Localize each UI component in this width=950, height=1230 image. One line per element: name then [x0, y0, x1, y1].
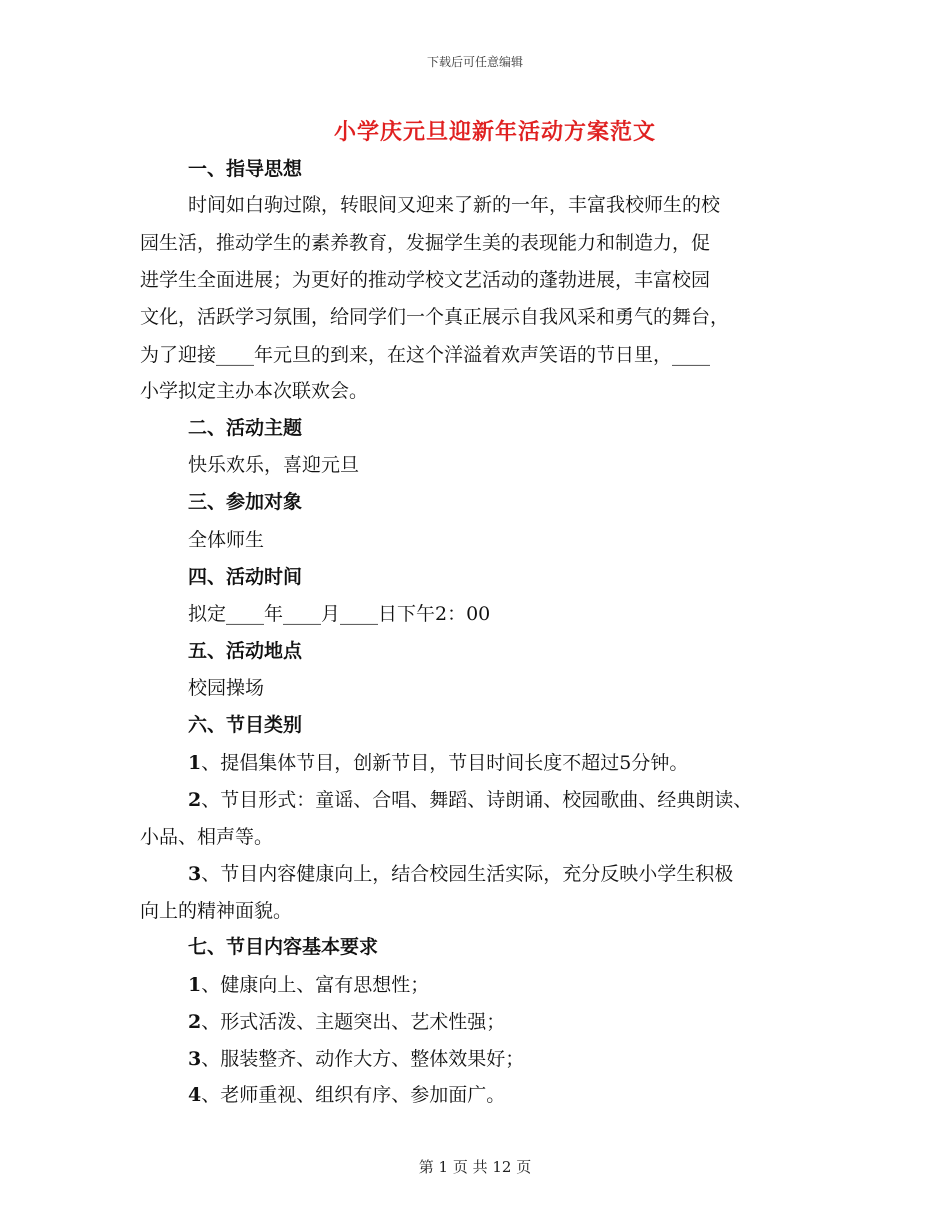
section-heading-theme: 二、活动主题 — [188, 417, 303, 439]
page-number-footer: 第 1 页 共 12 页 — [418, 1158, 532, 1176]
section-heading-program-categories: 六、节目类别 — [188, 714, 303, 736]
section-heading-time: 四、活动时间 — [188, 566, 303, 588]
section-heading-guiding-ideology: 一、指导思想 — [188, 158, 303, 180]
section-text-participants: 全体师生 — [188, 529, 265, 551]
paragraph-line: 为了迎接____年元旦的到来，在这个洋溢着欢声笑语的节日里，____ — [140, 344, 711, 366]
list-item-continuation: 向上的精神面貌。 — [140, 900, 293, 922]
list-item: 4、老师重视、组织有序、参加面广。 — [188, 1084, 506, 1106]
section-heading-participants: 三、参加对象 — [188, 491, 303, 513]
list-item: 2、节目形式：童谣、合唱、舞蹈、诗朗诵、校园歌曲、经典朗读、 — [188, 789, 753, 811]
section-heading-requirements: 七、节目内容基本要求 — [188, 936, 379, 958]
list-item-continuation: 小品、相声等。 — [140, 826, 274, 848]
paragraph-line: 园生活，推动学生的素养教育，发掘学生美的表现能力和制造力，促 — [140, 232, 711, 254]
section-heading-location: 五、活动地点 — [188, 640, 303, 662]
paragraph-line: 小学拟定主办本次联欢会。 — [140, 380, 369, 402]
list-item: 1、提倡集体节目，创新节目，节目时间长度不超过5分钟。 — [188, 752, 689, 774]
section-text-theme: 快乐欢乐，喜迎元旦 — [188, 454, 360, 476]
section-text-time: 拟定____年____月____日下午2：00 — [188, 603, 491, 625]
page-header: 下载后可任意编辑 — [426, 55, 523, 69]
list-item: 3、节目内容健康向上，结合校园生活实际，充分反映小学生积极 — [188, 863, 734, 885]
list-item: 3、服装整齐、动作大方、整体效果好； — [188, 1048, 525, 1070]
list-item: 1、健康向上、富有思想性； — [188, 974, 430, 996]
section-text-location: 校园操场 — [188, 677, 265, 699]
list-item: 2、形式活泼、主题突出、艺术性强； — [188, 1011, 506, 1033]
paragraph-line: 文化，活跃学习氛围，给同学们一个真正展示自我风采和勇气的舞台， — [140, 306, 730, 328]
document-title: 小学庆元旦迎新年活动方案范文 — [333, 119, 656, 145]
paragraph-line: 进学生全面进展；为更好的推动学校文艺活动的蓬勃进展，丰富校园 — [140, 269, 711, 291]
paragraph-line: 时间如白驹过隙，转眼间又迎来了新的一年，丰富我校师生的校 — [188, 194, 721, 216]
